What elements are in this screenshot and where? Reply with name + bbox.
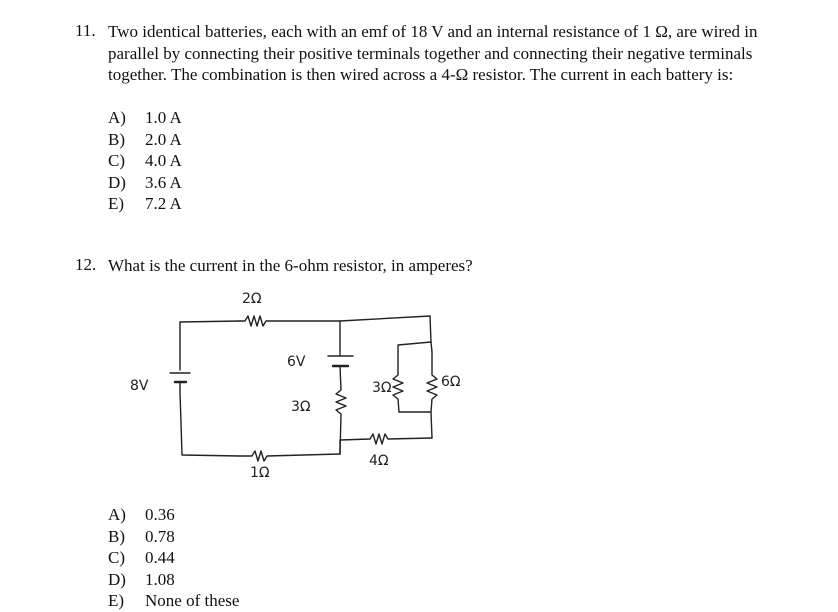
question-text: What is the current in the 6-ohm resistor, in amperes? [108, 256, 473, 275]
option-e: E) 7.2 A [108, 194, 182, 213]
option-c: C) 0.44 [108, 548, 175, 567]
resistor-mid [336, 366, 346, 454]
label-r-right-a: 3Ω [372, 380, 392, 396]
wire-left-lower [180, 392, 240, 456]
resistor-bottom [240, 451, 340, 461]
resistor-top [240, 316, 340, 326]
question-number: 12. [75, 255, 97, 274]
label-battery-left: 8V [130, 378, 149, 394]
options-list-12 [108, 504, 239, 612]
label-r-bottom: 1Ω [250, 465, 270, 481]
label-r-top: 2Ω [242, 291, 262, 307]
wire-parallel-top [398, 342, 432, 352]
option-b: B) 2.0 A [108, 129, 182, 149]
option-e: E) None of these [108, 591, 240, 610]
label-r-right-bottom: 4Ω [369, 453, 389, 469]
label-r-mid: 3Ω [291, 399, 311, 415]
question-number: 11. [75, 21, 96, 40]
label-r-right-b: 6Ω [441, 374, 461, 390]
wire-top [180, 321, 240, 322]
option-c: C) 4.0 A [108, 151, 182, 170]
option-d: D) 3.6 A [108, 172, 182, 192]
label-battery-mid: 6V [287, 354, 306, 370]
resistor-right-b [427, 352, 437, 412]
battery-mid [328, 356, 353, 366]
battery-left [170, 373, 190, 392]
option-a: A) 0.36 [108, 505, 175, 524]
option-d: D) 1.08 [108, 569, 175, 589]
resistor-right-a [393, 352, 403, 412]
question-text: Two identical batteries, each with an emf of 18 V and an internal resistance of 1 Ω, are wired in parallel by connecting their positive terminals together and connecting their negative terminals together. The combination is then wired across a 4-Ω resistor. The current in each battery is: [108, 22, 758, 84]
resistor-right-bottom [340, 434, 432, 454]
option-b: B) 0.78 [108, 526, 175, 546]
option-a: A) 1.0 A [108, 108, 182, 127]
wire-parallel-bottom [399, 412, 432, 438]
wire-top-right [340, 316, 431, 342]
